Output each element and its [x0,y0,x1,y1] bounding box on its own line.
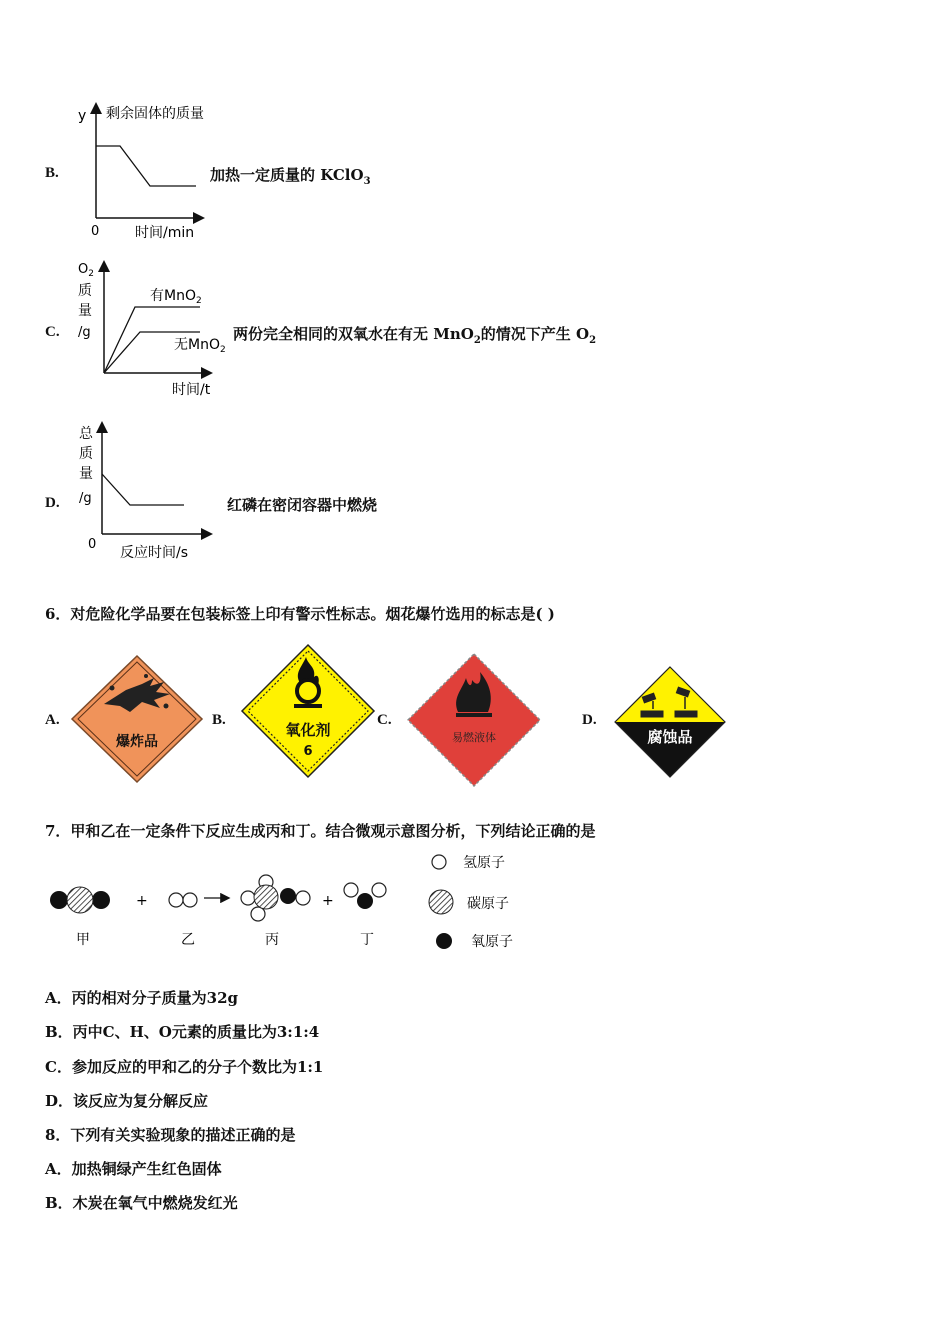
q8-option-b: B．木炭在氧气中燃烧发红光 [45,1194,238,1212]
option-c-letter: C. [45,324,60,340]
y-label-char-2: 量 [78,303,92,319]
legend-hydrogen-atom [432,855,446,869]
option-b-desc: 加热一定质量的 KClO$_3$ [210,166,371,187]
q6-option-b-letter: B. [212,712,226,728]
plus-sign: + [322,893,334,909]
molecule-ding [344,883,386,909]
origin: 0 [88,537,97,552]
molecule-yi [169,893,197,907]
sign-diamond [72,656,202,782]
origin: 0 [91,224,100,239]
sign-corrosive [613,665,727,779]
option-b-letter: B. [45,165,59,181]
q7-option-b: B．丙中C、H、O元素的质量比为3:1:4 [45,1023,320,1041]
q7-option-a: A．丙的相对分子质量为32g [45,989,239,1007]
q7-option-c: C．参加反应的甲和乙的分子个数比为1:1 [45,1058,324,1076]
sign-text: 爆炸品 [116,734,158,750]
sign-text: 易燃液体 [452,731,496,744]
q6-option-c-letter: C. [377,712,392,728]
sign-text: 氧化剂 [285,721,331,739]
y-unit: /g [78,325,91,340]
y-label-o: $O_2$ [78,262,94,279]
label-ding: 丁 [360,932,374,948]
graph-c [70,255,240,405]
molecule-bing [241,875,310,921]
x-label: 时间/t [172,382,211,398]
molecule-jia [50,887,110,913]
label-jia: 甲 [76,932,90,948]
y-label-char-3: 量 [79,466,93,482]
reaction-diagram [40,860,420,955]
sign-flammable-liquid [406,652,542,788]
sign-explosive [70,654,205,784]
sign-diamond [408,654,540,786]
y-label-char-1: 质 [78,283,92,299]
label-with-mno2: 有MnO$_2$ [150,288,202,306]
atom-legend [425,845,565,955]
y-letter: y [78,108,87,124]
legend-hydrogen-label: 氢原子 [463,855,505,871]
question-7-stem: 7．甲和乙在一定条件下反应生成丙和丁。结合微观示意图分析，下列结论正确的是 [45,822,596,840]
y-label-char-2: 质 [79,446,93,462]
y-label: 剩余固体的质量 [106,106,204,122]
q6-option-d-letter: D. [582,712,597,728]
legend-oxygen-atom [436,933,452,949]
y-label-char-1: 总 [79,426,93,442]
label-bing: 丙 [265,932,279,948]
question-6-stem: 6．对危险化学品要在包装标签上印有警示性标志。烟花爆竹选用的标志是( ) [45,605,555,623]
q8-option-a: A．加热铜绿产生红色固体 [45,1160,222,1178]
x-label: 反应时间/s [120,545,189,561]
legend-carbon-atom [429,890,453,914]
legend-carbon-label: 碳原子 [467,896,509,912]
option-c-desc: 两份完全相同的双氧水在有无 MnO$_2$的情况下产生 $O_2$ [233,325,597,346]
option-d-desc: 红磷在密闭容器中燃烧 [227,496,378,514]
sign-text: 腐蚀品 [647,728,693,746]
graph-b [70,95,220,245]
question-8-stem: 8．下列有关实验现象的描述正确的是 [45,1126,296,1144]
option-d-letter: D. [45,495,60,511]
curve [102,474,184,505]
sign-class-number: 6 [303,744,313,759]
q6-option-a-letter: A. [45,712,60,728]
plus-sign: + [136,893,148,909]
graph-d [70,418,230,568]
q7-option-d: D．该反应为复分解反应 [45,1092,209,1110]
legend-oxygen-label: 氧原子 [471,934,513,950]
x-label: 时间/min [135,225,195,241]
label-yi: 乙 [181,932,195,948]
sign-oxidizer [240,643,376,779]
curve [96,146,196,186]
label-without-mno2: 无MnO$_2$ [174,337,226,355]
y-unit: /g [79,491,92,506]
